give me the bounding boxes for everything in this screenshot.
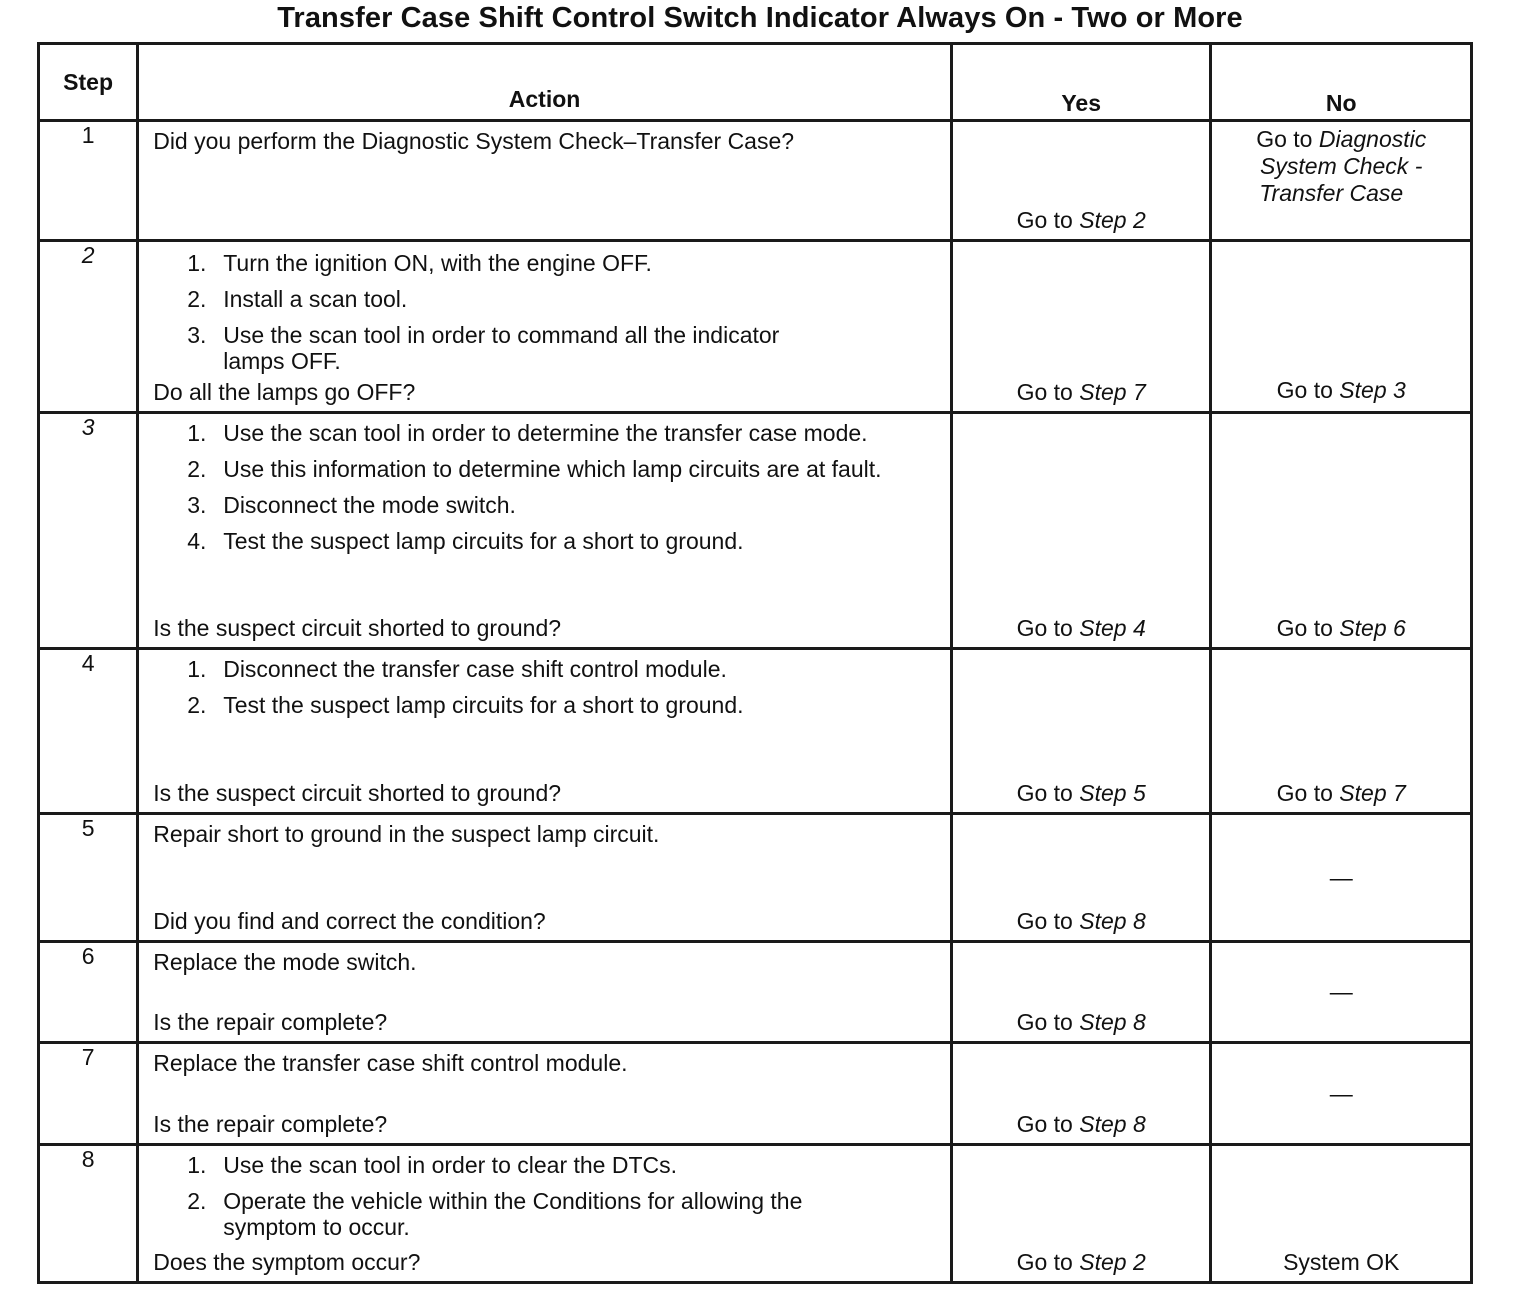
list-item: 1. Use the scan tool in order to clear the DTCs. xyxy=(187,1152,678,1178)
action-question: Is the repair complete? xyxy=(153,1111,388,1137)
step-number: 7 xyxy=(39,1043,138,1145)
action-cell xyxy=(138,413,952,649)
list-item: 2. Test the suspect lamp circuits for a short to ground. xyxy=(187,692,744,718)
action-question: Is the repair complete? xyxy=(153,1009,388,1035)
step-number: 2 xyxy=(39,241,138,413)
action-cell xyxy=(138,814,952,942)
header-row xyxy=(39,44,1472,121)
yes-answer: Go to Step 5 xyxy=(1016,780,1146,806)
list-item: 4. Test the suspect lamp circuits for a short to ground. xyxy=(187,528,744,554)
action-question: Do all the lamps go OFF? xyxy=(153,379,416,405)
yes-answer: Go to Step 8 xyxy=(1016,1009,1146,1035)
yes-cell xyxy=(951,121,1211,241)
page-title: Transfer Case Shift Control Switch Indicator Always On - Two or More xyxy=(277,2,1243,34)
yes-cell xyxy=(951,814,1211,942)
no-cell xyxy=(1211,413,1472,649)
yes-cell xyxy=(951,1145,1211,1283)
header-yes: Yes xyxy=(951,44,1211,121)
list-item: 1. Turn the ignition ON, with the engine OFF. xyxy=(187,250,652,276)
action-cell xyxy=(138,1043,952,1145)
no-answer: Go to Step 7 xyxy=(1276,780,1406,806)
list-item: 3. Disconnect the mode switch. xyxy=(187,492,516,518)
header-no: No xyxy=(1211,44,1472,121)
action-cell xyxy=(138,1145,952,1283)
action-question: Is the suspect circuit shorted to ground? xyxy=(153,780,562,806)
no-answer: Go to Step 6 xyxy=(1276,615,1406,641)
step-number: 5 xyxy=(39,814,138,942)
yes-answer: Go to Step 4 xyxy=(1016,615,1146,641)
list-item: 2. Operate the vehicle within the Conditions for allowing the symptom to occur. xyxy=(187,1188,803,1240)
no-cell xyxy=(1211,1145,1472,1283)
action-text: Replace the mode switch. xyxy=(153,949,417,975)
no-answer: — xyxy=(1329,1080,1353,1106)
action-question: Is the suspect circuit shorted to ground? xyxy=(153,615,562,641)
yes-answer: Go to Step 8 xyxy=(1016,1111,1146,1137)
action-text: Did you perform the Diagnostic System Check–Transfer Case? xyxy=(153,128,795,154)
table-row xyxy=(39,942,1472,1043)
step-number: 8 xyxy=(39,1145,138,1283)
list-item: 1. Disconnect the transfer case shift control module. xyxy=(187,656,727,682)
step-number: 3 xyxy=(39,413,138,649)
yes-cell xyxy=(951,241,1211,413)
action-cell xyxy=(138,241,952,413)
table-row xyxy=(39,241,1472,413)
action-text: Repair short to ground in the suspect lamp circuit. xyxy=(153,821,660,847)
yes-answer: Go to Step 7 xyxy=(1016,379,1146,405)
action-question: Does the symptom occur? xyxy=(153,1249,421,1275)
yes-cell xyxy=(951,649,1211,814)
header-action: Action xyxy=(138,44,952,121)
no-cell xyxy=(1211,942,1472,1043)
yes-answer: Go to Step 8 xyxy=(1016,908,1146,934)
header-step: Step xyxy=(39,44,138,121)
table-row xyxy=(39,1043,1472,1145)
diagnostic-table xyxy=(37,42,1473,1284)
yes-cell xyxy=(951,1043,1211,1145)
no-answer: System OK xyxy=(1283,1249,1400,1275)
no-cell xyxy=(1211,814,1472,942)
table-row xyxy=(39,649,1472,814)
action-question: Did you find and correct the condition? xyxy=(153,908,546,934)
table-row xyxy=(39,121,1472,241)
step-number: 6 xyxy=(39,942,138,1043)
table-row xyxy=(39,413,1472,649)
list-item: 2. Install a scan tool. xyxy=(187,286,408,312)
yes-cell xyxy=(951,942,1211,1043)
yes-cell xyxy=(951,413,1211,649)
no-cell xyxy=(1211,649,1472,814)
yes-answer: Go to Step 2 xyxy=(1016,1249,1146,1275)
action-cell xyxy=(138,942,952,1043)
no-cell xyxy=(1211,121,1472,241)
step-number: 4 xyxy=(39,649,138,814)
no-answer: Go to Diagnostic System Check - Transfer Case xyxy=(1256,126,1427,206)
action-cell xyxy=(138,649,952,814)
list-item: 1. Use the scan tool in order to determine the transfer case mode. xyxy=(187,420,868,446)
no-answer: — xyxy=(1329,864,1353,890)
action-cell xyxy=(138,121,952,241)
step-number: 1 xyxy=(39,121,138,241)
table-row xyxy=(39,814,1472,942)
yes-answer: Go to Step 2 xyxy=(1016,207,1146,233)
list-item: 2. Use this information to determine which lamp circuits are at fault. xyxy=(187,456,882,482)
no-cell xyxy=(1211,241,1472,413)
no-cell xyxy=(1211,1043,1472,1145)
list-item: 3. Use the scan tool in order to command all the indicator lamps OFF. xyxy=(187,322,780,374)
no-answer: Go to Step 3 xyxy=(1276,377,1406,403)
action-text: Replace the transfer case shift control module. xyxy=(153,1050,628,1076)
no-answer: — xyxy=(1329,978,1353,1005)
table-row xyxy=(39,1145,1472,1283)
